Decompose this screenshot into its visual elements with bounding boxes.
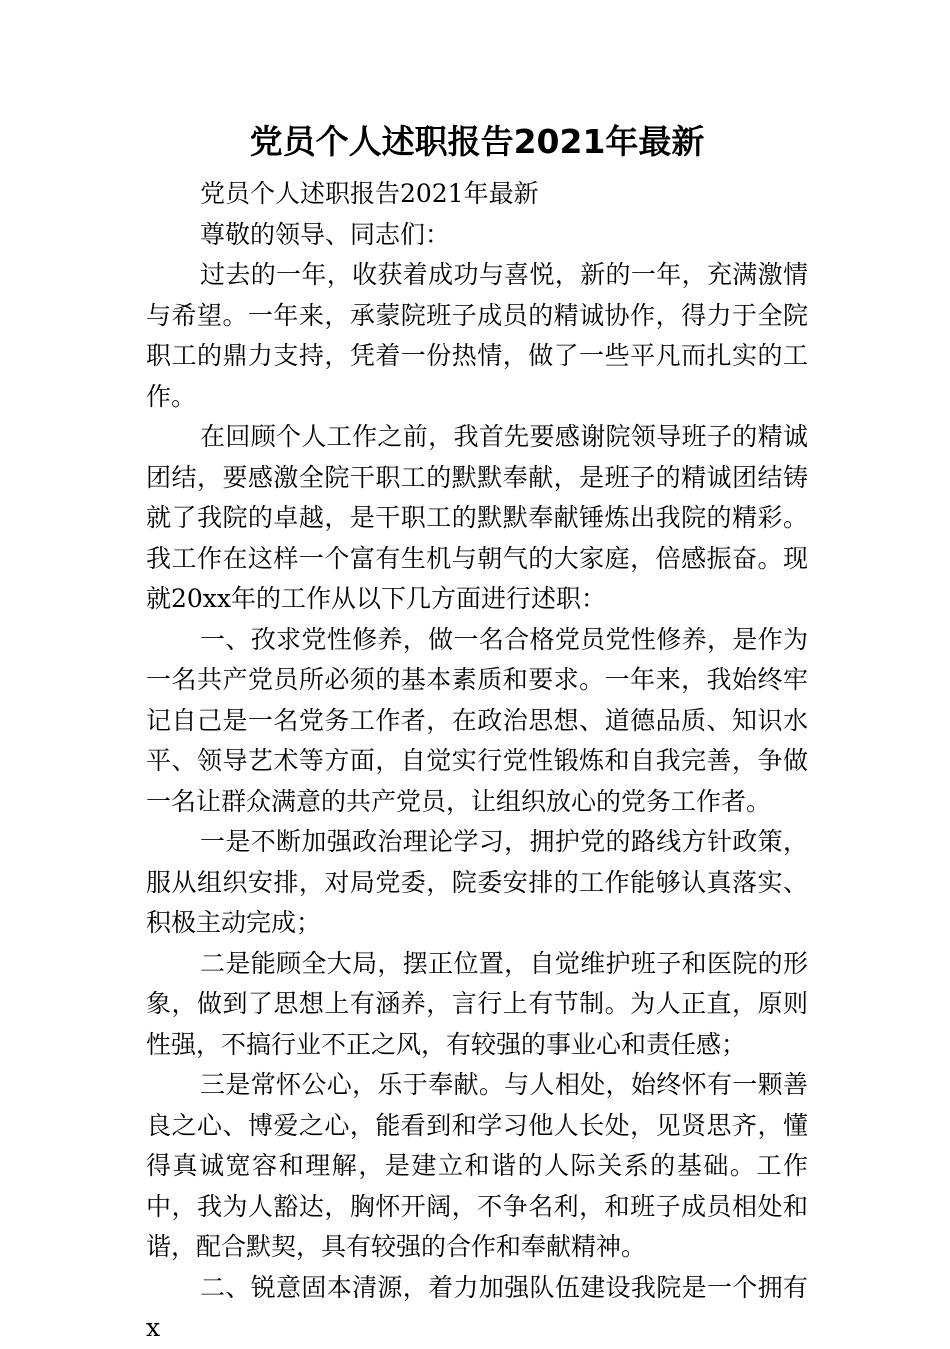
paragraph-point-three: 三是常怀公心，乐于奉献。与人相处，始终怀有一颗善良之心、博爱之心，能看到和学习他人长处，见贤思齐，懂得真诚宽容和理解，是建立和谐的人际关系的基础。工作中，我为人豁达，胸怀开阔，不争名利，和班子成员相处和谐，配合默契，具有较强的合作和奉献精神。 <box>146 1070 808 1261</box>
paragraph-intro: 过去的一年，收获着成功与喜悦，新的一年，充满激情与希望。一年来，承蒙院班子成员的精诚协作，得力于全院职工的鼎力支持，凭着一份热情，做了一些平凡而扎实的工作。 <box>146 260 808 411</box>
paragraph-subtitle: 党员个人述职报告2021年最新 <box>200 179 539 208</box>
document-page <box>146 110 808 1349</box>
paragraph-point-two: 二是能顾全大局，摆正位置，自觉维护班子和医院的形象，做到了思想上有涵养，言行上有节制。为人正直，原则性强，不搞行业不正之风，有较强的事业心和责任感； <box>146 948 808 1059</box>
paragraph-salutation: 尊敬的领导、同志们： <box>200 219 451 249</box>
paragraph-section-two: 二、锐意固本清源，着力加强队伍建设我院是一个拥有x <box>146 1272 808 1342</box>
paragraph-point-one: 一是不断加强政治理论学习，拥护党的路线方针政策，服从组织安排，对局党委，院委安排的工作能够认真落实、积极主动完成； <box>146 827 808 937</box>
paragraph-thanks: 在回顾个人工作之前，我首先要感谢院领导班子的精诚团结，要感激全院干职工的默默奉献，是班子的精诚团结铸就了我院的卓越，是干职工的默默奉献锤炼出我院的精彩。我工作在这样一个富有生机与朝气的大家庭，倍感振奋。现就20xx年的工作从以下几方面进行述职： <box>146 422 808 613</box>
document-title: 党员个人述职报告2021年最新 <box>249 122 705 161</box>
paragraph-section-one: 一、孜求党性修养，做一名合格党员党性修养，是作为一名共产党员所必须的基本素质和要求。一年来，我始终牢记自己是一名党务工作者，在政治思想、道德品质、知识水平、领导艺术等方面，自觉实行党性锻炼和自我完善，争做一名让群众满意的共产党员，让组织放心的党务工作者。 <box>146 624 808 816</box>
